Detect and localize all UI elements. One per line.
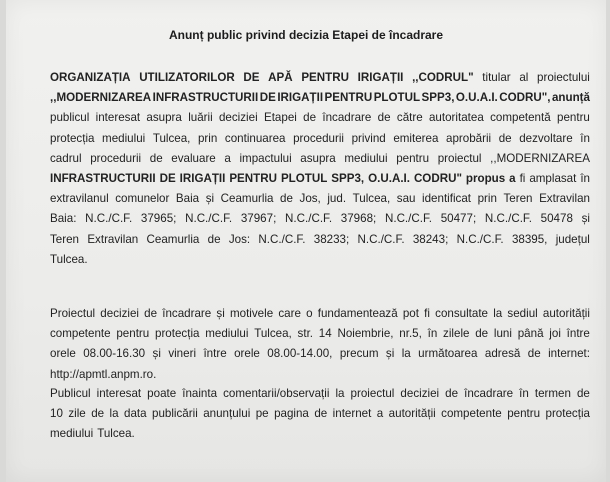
word: a xyxy=(224,151,231,165)
word: vineri xyxy=(168,347,197,361)
word: pot xyxy=(402,307,419,320)
word: privind xyxy=(351,131,386,145)
word: de xyxy=(149,151,163,165)
word: între xyxy=(566,327,590,341)
word: anunțului xyxy=(203,407,251,421)
word: asupra xyxy=(146,111,182,125)
word: ,,MODERNIZAREA xyxy=(490,151,590,165)
word: de xyxy=(377,111,391,125)
word: identificat xyxy=(422,192,472,206)
word: INFRASTRUCTURII xyxy=(152,91,259,105)
word: în xyxy=(427,327,438,341)
text-line xyxy=(50,365,590,385)
word: IRIGAȚII xyxy=(179,171,226,185)
word: a xyxy=(509,171,516,185)
word: către xyxy=(396,111,423,125)
word: protecția xyxy=(50,131,95,145)
word: comunelor xyxy=(115,192,170,206)
word: N.C./C.F. xyxy=(456,232,504,246)
word: de xyxy=(303,111,317,125)
word: 37968; xyxy=(340,212,377,226)
word: și xyxy=(581,212,590,226)
word: sediul xyxy=(507,307,538,320)
word: următoarea xyxy=(418,347,478,361)
text-line xyxy=(50,189,590,209)
word: Ceamurlia xyxy=(146,232,200,246)
word: continuarea xyxy=(224,131,286,145)
word: Noiembrie, xyxy=(337,327,394,341)
word: orele xyxy=(50,347,76,361)
word: PLOTUL xyxy=(373,91,421,105)
text-line xyxy=(50,250,590,270)
word: Tulcea. xyxy=(50,252,88,266)
word: pagina xyxy=(274,407,309,421)
word: 38395, xyxy=(511,232,548,246)
word: la xyxy=(401,347,411,361)
text-line xyxy=(50,209,590,229)
word: mediului xyxy=(205,327,249,341)
word: proiectului xyxy=(537,71,590,84)
word: IRIGAȚII xyxy=(277,91,324,105)
text-line xyxy=(50,384,590,404)
word: asupra xyxy=(300,151,336,165)
word: și xyxy=(385,347,395,361)
word: N.C./C.F. xyxy=(258,232,306,246)
word: competentă xyxy=(490,111,551,125)
word: internet xyxy=(332,407,372,421)
word: O.U.A.I. xyxy=(368,171,410,185)
word: în xyxy=(580,131,590,145)
word: amplasat xyxy=(529,171,577,185)
text-line xyxy=(50,108,590,128)
word: DE xyxy=(259,91,276,105)
word: Tulcea, xyxy=(352,192,391,206)
word: 08.00-14.00, xyxy=(267,347,333,361)
word: mediului xyxy=(102,131,146,145)
text-line xyxy=(50,304,590,324)
word: la xyxy=(335,387,345,400)
word: publicul xyxy=(50,111,90,125)
word: termen xyxy=(534,387,571,400)
word: poate xyxy=(147,387,177,400)
word: CODRU" xyxy=(413,171,462,185)
word: deciziei xyxy=(400,387,440,400)
word: emiterea xyxy=(393,131,439,145)
word: aprobării xyxy=(446,131,492,145)
word: și xyxy=(216,307,225,320)
word: Proiectul xyxy=(50,307,96,320)
word: între xyxy=(203,347,227,361)
word: și xyxy=(152,347,161,361)
text-line xyxy=(50,404,590,424)
word: deciziei xyxy=(218,111,258,125)
word: până xyxy=(517,327,544,341)
word: propus xyxy=(465,171,506,185)
word: o xyxy=(306,307,313,320)
word: de xyxy=(314,407,328,421)
word: încadrare xyxy=(162,307,212,320)
word: pentru xyxy=(116,327,150,341)
text-line xyxy=(50,88,590,108)
word: de xyxy=(475,327,489,341)
word: Tulcea. xyxy=(97,427,135,441)
word: INFRASTRUCTURII xyxy=(50,171,156,185)
text-line xyxy=(50,344,590,364)
word: Teren xyxy=(503,192,533,206)
word: în xyxy=(519,387,529,400)
word: O.U.A.I. xyxy=(455,91,498,105)
word: cadrul xyxy=(50,151,82,165)
word: județul xyxy=(555,232,590,246)
word: de xyxy=(498,131,512,145)
word: la xyxy=(493,307,503,320)
word: http://apmtl.anpm.ro. xyxy=(50,367,157,381)
word: 50477; xyxy=(440,212,477,226)
word: de xyxy=(207,232,221,246)
word: luni xyxy=(493,327,512,341)
word: impactului xyxy=(239,151,292,165)
word: titular xyxy=(482,71,511,84)
word: de xyxy=(280,192,293,206)
word: DE xyxy=(243,71,260,84)
word: competente xyxy=(441,407,502,421)
word: 50478 xyxy=(540,212,573,226)
word: 10 xyxy=(50,407,63,421)
word: 37965; xyxy=(140,212,177,226)
text-line xyxy=(50,68,590,88)
word: a xyxy=(376,407,384,421)
word: autoritatea xyxy=(428,111,484,125)
word: interesat xyxy=(95,111,141,125)
word: mediului xyxy=(50,427,94,441)
word: Extravilan xyxy=(87,232,139,246)
document-title: Anunț public privind decizia Etapei de încadrare xyxy=(168,28,444,42)
word: fundamentează xyxy=(317,307,398,320)
text-line xyxy=(50,230,590,250)
word: N.C./C.F. xyxy=(384,212,432,226)
word: UTILIZATORILOR xyxy=(139,71,235,84)
text-line xyxy=(50,169,590,189)
word: 38243; xyxy=(412,232,449,246)
text-line xyxy=(50,149,590,169)
word: Extravilan xyxy=(539,192,590,206)
word: încadrare xyxy=(322,111,372,125)
word: încadrare xyxy=(464,387,514,400)
word: fi xyxy=(519,171,526,185)
word: Jos, xyxy=(299,192,321,206)
word: ,,MODERNIZAREA xyxy=(50,91,152,105)
word: str. xyxy=(297,327,314,341)
word: extravilanul xyxy=(50,192,109,206)
word: zile xyxy=(68,407,86,421)
word: Jos: xyxy=(228,232,251,246)
word: adresă xyxy=(484,347,521,361)
word: al xyxy=(519,71,529,84)
word: precum xyxy=(339,347,379,361)
word: fi xyxy=(424,307,430,320)
word: pe xyxy=(255,407,269,421)
word: în xyxy=(580,171,590,185)
word: jud. xyxy=(327,192,347,206)
word: publicării xyxy=(152,407,198,421)
word: prin xyxy=(197,131,218,145)
word: Etapei xyxy=(263,111,297,125)
word: 38233; xyxy=(313,232,350,246)
word: de xyxy=(91,407,105,421)
word: nr.5, xyxy=(399,327,422,341)
word: deciziei xyxy=(100,307,139,320)
word: zilele xyxy=(443,327,470,341)
word: dezvoltare xyxy=(519,131,573,145)
word: PENTRU xyxy=(229,171,277,185)
word: N.C./C.F. xyxy=(285,212,333,226)
word: protecția xyxy=(545,407,590,421)
word: care xyxy=(278,307,301,320)
word: și xyxy=(205,192,215,206)
word: evaluare xyxy=(171,151,216,165)
word: procedurii xyxy=(90,151,142,165)
word: CODRU", xyxy=(499,91,551,105)
word: 08.00-16.30 xyxy=(83,347,146,361)
word: Tulcea, xyxy=(152,131,191,145)
paragraph-announcement xyxy=(50,68,590,270)
word: interesat xyxy=(96,387,142,400)
word: orele xyxy=(234,347,260,361)
word: N.C./C.F. xyxy=(357,232,405,246)
word: ORGANIZAȚIA xyxy=(50,71,131,84)
word: pentru xyxy=(507,407,541,421)
word: N.C./C.F. xyxy=(185,212,233,226)
word: protecția xyxy=(155,327,200,341)
word: SPP3, xyxy=(331,171,365,185)
paragraph-comments xyxy=(50,384,590,445)
word: motivele xyxy=(229,307,274,320)
word: 37967; xyxy=(240,212,277,226)
word: 14 xyxy=(318,327,332,341)
word: pentru xyxy=(396,151,430,165)
word: ,,CODRUL" xyxy=(412,71,474,84)
word: PENTRU xyxy=(324,91,373,105)
word: mediului xyxy=(344,151,388,165)
word: data xyxy=(124,407,147,421)
word: de xyxy=(576,387,590,400)
word: autorității xyxy=(542,307,590,320)
word: APĂ xyxy=(268,71,293,84)
word: autorității xyxy=(388,407,436,421)
word: Baia: xyxy=(50,212,77,226)
word: Baia xyxy=(175,192,200,206)
word: IRIGAȚII xyxy=(357,71,404,84)
word: luării xyxy=(188,111,213,125)
word: Teren xyxy=(50,232,80,246)
word: Tulcea, xyxy=(254,327,292,341)
word: Publicul xyxy=(50,387,91,400)
word: de xyxy=(144,307,158,320)
word: PLOTUL xyxy=(280,171,328,185)
word: consultate xyxy=(435,307,489,320)
text-line xyxy=(50,424,590,444)
word: N.C./C.F. xyxy=(484,212,532,226)
word: de xyxy=(527,347,541,361)
word: internet: xyxy=(548,347,590,361)
word: comentarii/observații xyxy=(223,387,330,400)
word: prin xyxy=(477,192,497,206)
word: înainta xyxy=(182,387,218,400)
word: procedurii xyxy=(293,131,344,145)
word: la xyxy=(109,407,119,421)
word: de xyxy=(445,387,459,400)
word: PENTRU xyxy=(301,71,349,84)
text-line xyxy=(50,129,590,149)
word: competente xyxy=(50,327,111,341)
word: proiectul xyxy=(350,387,395,400)
paragraph-consultation xyxy=(50,304,590,385)
word: pentru xyxy=(557,111,590,125)
word: Ceamurlia xyxy=(220,192,274,206)
word: proiectul xyxy=(437,151,482,165)
document-page xyxy=(6,0,606,482)
word: anunță xyxy=(551,91,590,105)
word: N.C./C.F. xyxy=(85,212,133,226)
text-line xyxy=(50,324,590,344)
word: joi xyxy=(549,327,561,341)
word: SPP3, xyxy=(421,91,455,105)
word: sau xyxy=(396,192,416,206)
word: DE xyxy=(159,171,176,185)
